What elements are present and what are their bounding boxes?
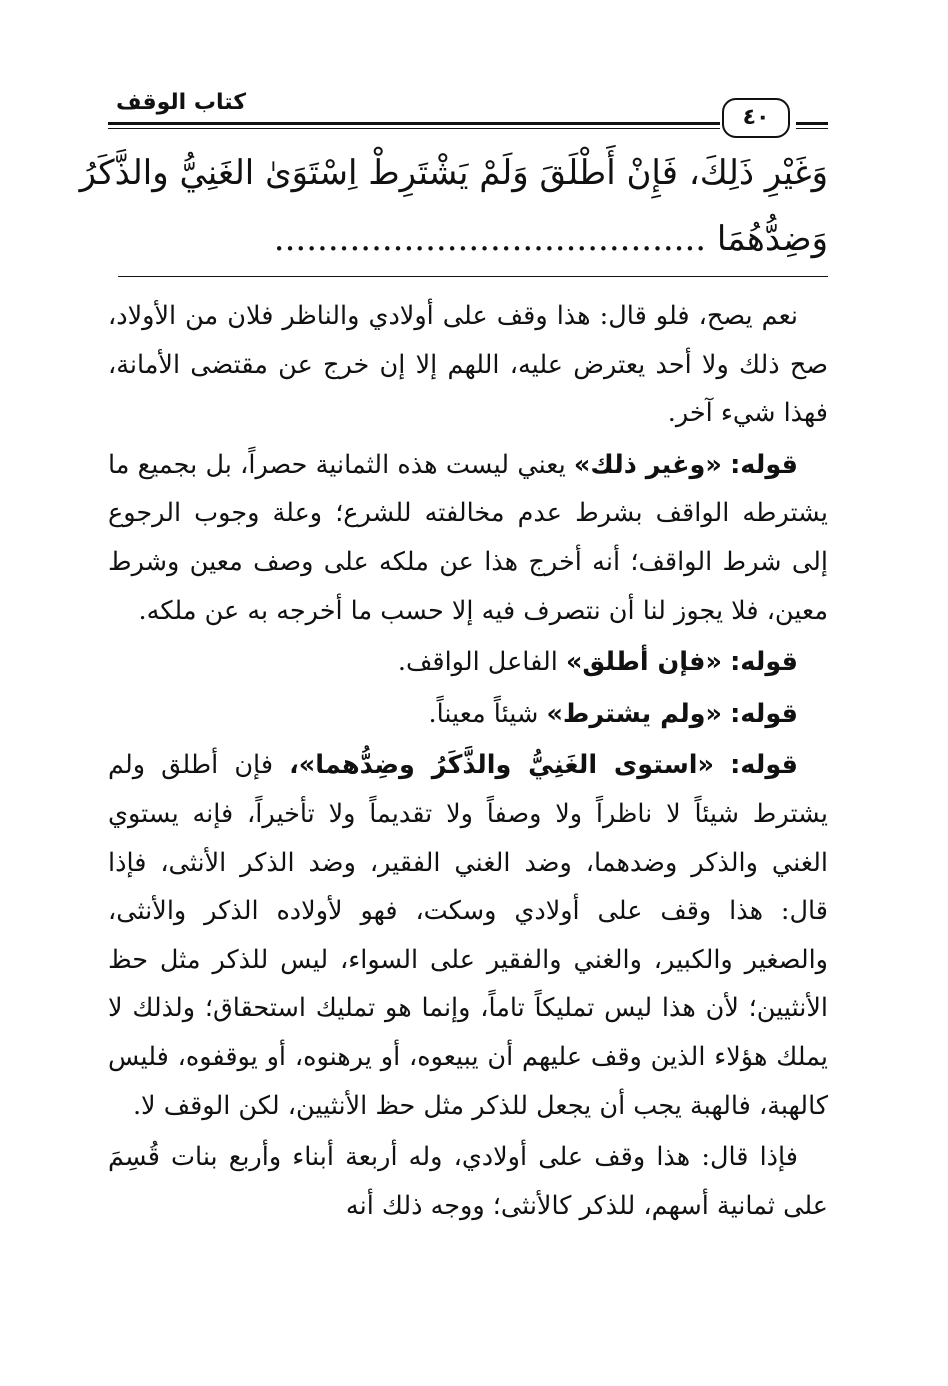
commentary-body xyxy=(108,292,828,1230)
paragraph-text: فإن أطلق ولم يشترط شيئاً لا ناظراً ولا وصفاً ولا تقديماً ولا تأخيراً، فإنه يستوي الغني والذكر وضدهما، وضد الغني الفقير، وضد الذكر الأنثى، فإذا قال: هذا وقف على أولادي وسكت، فهو لأولاده الذكر والأنثى، والصغير والكبير، والغني والفقير على السواء، ليس للذكر مثل حظ الأنثيين؛ لأن هذا ليس تمليكاً تاماً، وإنما هو تمليك استحقاق؛ ولذلك لا يملك هؤلاء الذين وقف عليهم أن يبيعوه، أو يرهنوه، أو يوقفوه، فليس كالهبة، فالهبة يجب أن يجعل للذكر مثل حظ الأنثيين، لكن الوقف لا. xyxy=(108,750,828,1121)
book-title: كتاب الوقف xyxy=(116,90,247,115)
header-rule-right-thin xyxy=(796,128,828,129)
quoted-phrase: «استوى الغَنِيُّ والذَّكَرُ وضِدُّهما»، xyxy=(289,750,714,781)
qawluhu-label: قوله: xyxy=(730,698,798,729)
qawluhu-label: قوله: xyxy=(730,449,798,480)
header-rule-thin xyxy=(108,128,720,129)
paragraph-text: يعني ليست هذه الثمانية حصراً، بل بجميع ما يشترطه الواقف بشرط عدم مخالفته للشرع؛ وعلة وجوب الرجوع إلى شرط الواقف؛ أنه أخرج هذا عن ملكه على وصف معين وشرط معين، فلا يجوز لنا أن نتصرف فيه إلا حسب ما أخرجه به عن ملكه. xyxy=(108,449,828,626)
matn-line-1: وَغَيْرِ ذَلِكَ، فَإِنْ أَطْلَقَ وَلَمْ يَشْتَرِطْ اِسْتَوَىٰ الغَنِيُّ والذَّكَرُ xyxy=(79,153,828,193)
header-rule xyxy=(108,122,720,125)
paragraph-6: فإذا قال: هذا وقف على أولادي، وله أربعة أبناء وأربع بنات قُسِمَ على ثمانية أسهم، للذكر كالأنثى؛ ووجه ذلك أنه xyxy=(108,1142,828,1221)
qawluhu-label: قوله: xyxy=(730,647,798,678)
matn-divider xyxy=(118,276,828,277)
page-number: ٤٠ xyxy=(722,98,790,138)
paragraph-5 xyxy=(108,741,828,1130)
quoted-phrase: «فإن أطلق» xyxy=(565,647,722,678)
quoted-phrase: «وغير ذلك» xyxy=(573,449,722,480)
quoted-phrase: «ولم يشترط» xyxy=(546,698,722,729)
paragraph-text: الفاعل الواقف. xyxy=(397,647,558,678)
paragraph-3 xyxy=(108,638,828,687)
paragraph-text: شيئاً معيناً. xyxy=(428,698,539,729)
matn-line-2: وَضِدُّهُمَا ........................................ xyxy=(273,219,828,259)
page-header xyxy=(108,84,828,144)
matn-text xyxy=(79,140,828,272)
paragraph-2 xyxy=(108,441,828,635)
qawluhu-label: قوله: xyxy=(730,750,798,781)
paragraph-1: نعم يصح، فلو قال: هذا وقف على أولادي والناظر فلان من الأولاد، صح ذلك ولا أحد يعترض عليه، اللهم إلا إن خرج عن مقتضى الأمانة، فهذا شيء آخر. xyxy=(108,301,828,429)
header-rule-right xyxy=(796,122,828,125)
paragraph-4 xyxy=(108,690,828,739)
